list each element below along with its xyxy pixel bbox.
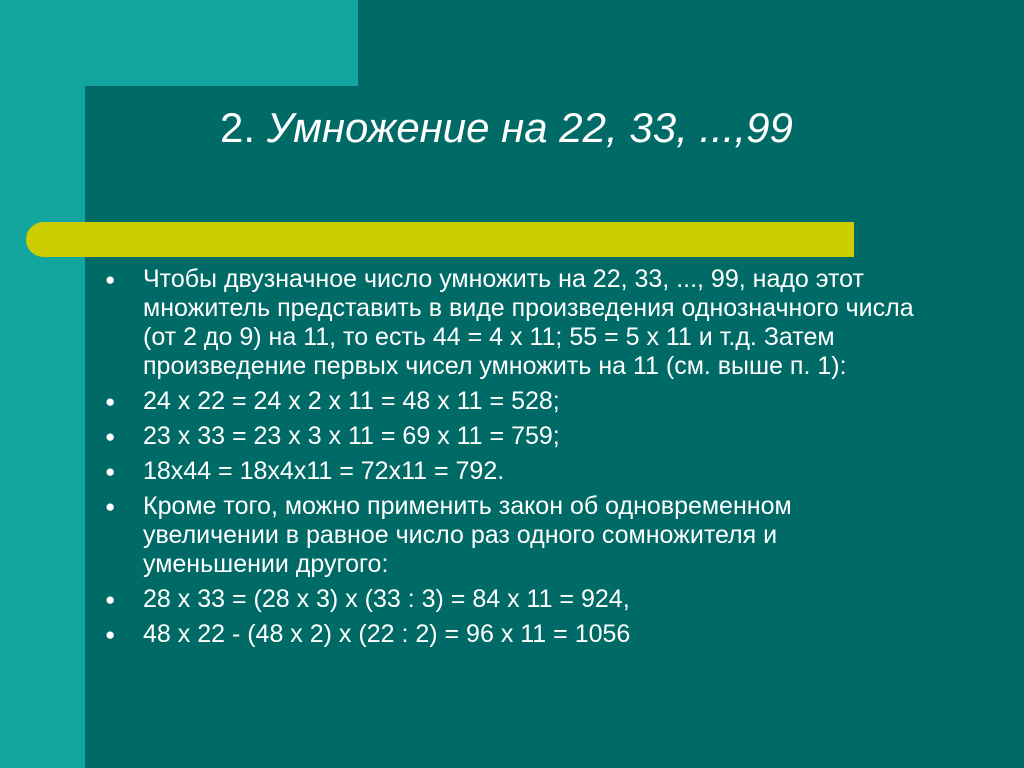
bullet-dot-icon: ● [105, 590, 116, 609]
top-left-corner-block [0, 0, 358, 86]
bullet-item [105, 492, 925, 579]
bullet-dot-icon: ● [105, 497, 116, 516]
bullet-text: 18х44 = 18х4х11 = 72х11 = 792. [143, 457, 505, 485]
bullet-text: 28 х 33 = (28 х 3) х (33 : 3) = 84 х 11 = 924, [143, 585, 630, 613]
bullet-item [105, 387, 925, 416]
bullet-dot-icon: ● [105, 270, 116, 289]
slide-title-number: 2. [220, 104, 256, 151]
bullet-text: 23 х 33 = 23 х 3 х 11 = 69 х 11 = 759; [143, 422, 560, 450]
bullet-item [105, 620, 925, 649]
slide-title [220, 104, 793, 152]
bullet-text: Кроме того, можно применить закон об одновременном увеличении в равное число раз одного сомножителя и уменьшении другого: [143, 492, 792, 578]
bullet-item [105, 265, 925, 381]
bullet-dot-icon: ● [105, 625, 116, 644]
bullet-dot-icon: ● [105, 392, 116, 411]
bullet-dot-icon: ● [105, 462, 116, 481]
bullet-item [105, 422, 925, 451]
bullet-text: Чтобы двузначное число умножить на 22, 33, ..., 99, надо этот множитель представить в виде произведения однозначного числа (от 2 до 9) на 11, то есть 44 = 4 х 11; 55 = 5 х 11 и т.д. Затем произведение первых чисел умножить на 11 (см. выше п. 1): [143, 265, 914, 380]
slide-title-text: Умножение на 22, 33, ...,99 [266, 104, 793, 151]
bullet-text: 48 х 22 - (48 х 2) х (22 : 2) = 96 х 11 = 1056 [143, 620, 631, 648]
bullet-list [105, 265, 925, 655]
bullet-item [105, 585, 925, 614]
bullet-item [105, 457, 925, 486]
left-accent-strip [0, 0, 85, 768]
title-underline-bar [26, 222, 854, 257]
bullet-text: 24 х 22 = 24 х 2 х 11 = 48 х 11 = 528; [143, 387, 560, 415]
bullet-dot-icon: ● [105, 427, 116, 446]
